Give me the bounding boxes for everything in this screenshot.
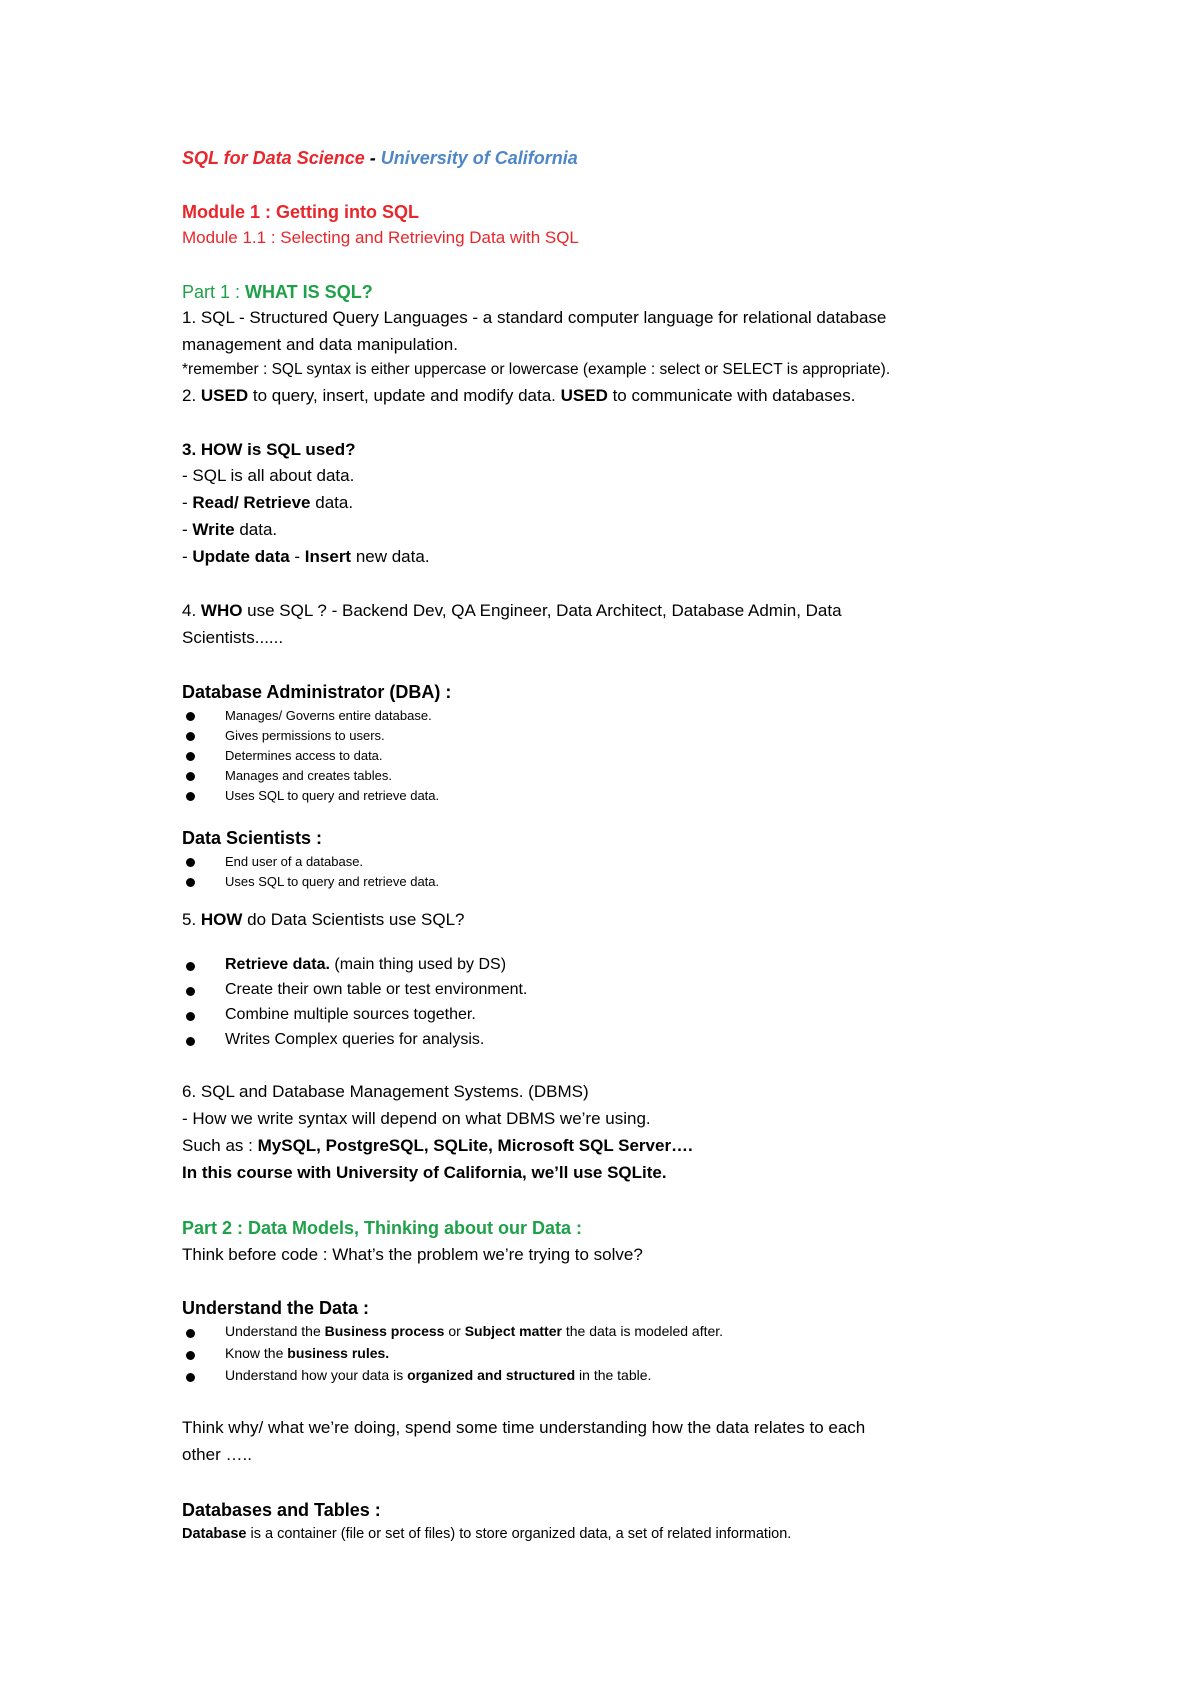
bold-term: Read/ Retrieve xyxy=(192,493,311,512)
bold-term: HOW xyxy=(200,910,243,929)
text: or xyxy=(444,1323,465,1339)
p4-number: 4. xyxy=(182,601,201,620)
paragraph-5-heading xyxy=(182,910,465,930)
paragraph-3-line-3 xyxy=(182,520,277,540)
paragraph-6-line-3 xyxy=(182,1136,693,1156)
bullet-icon xyxy=(186,1351,195,1360)
title-main: SQL for Data Science xyxy=(182,148,365,168)
p2-used-1: USED xyxy=(200,386,249,405)
list-item-text xyxy=(225,1345,389,1361)
bullet-icon xyxy=(186,712,195,721)
text: data. xyxy=(234,520,278,539)
bold-term: business rules. xyxy=(287,1345,390,1361)
list-item-text: Manages and creates tables. xyxy=(225,768,392,783)
databases-tables-text xyxy=(182,1526,791,1542)
list-item-text: Create their own table or test environment. xyxy=(225,981,528,998)
text: Understand the xyxy=(225,1323,325,1339)
list-item-text: Uses SQL to query and retrieve data. xyxy=(225,788,440,803)
bullet-icon xyxy=(186,1329,195,1338)
part2-subheading: Think before code : What’s the problem we’re trying to solve? xyxy=(182,1245,643,1264)
list-item-text: Combine multiple sources together. xyxy=(225,1006,476,1023)
bullet-icon xyxy=(186,1373,195,1382)
paragraph-2 xyxy=(182,386,855,406)
text: the data is modeled after. xyxy=(561,1323,724,1339)
part2-heading: Part 2 : Data Models, Thinking about our Data : xyxy=(182,1218,583,1238)
bullet-icon xyxy=(186,772,195,781)
remember-note: *remember : SQL syntax is either uppercase or lowercase (example : select or SELECT is appropriate). xyxy=(182,361,891,378)
text: data. xyxy=(310,493,354,512)
bold-term: MySQL, PostgreSQL, SQLite, Microsoft SQL Server…. xyxy=(257,1136,693,1155)
paragraph-1-line-1: 1. SQL - Structured Query Languages - a standard computer language for relational database xyxy=(182,308,887,327)
bullet-icon xyxy=(186,858,195,867)
bold-term: WHO xyxy=(200,601,243,620)
list-item-text: Determines access to data. xyxy=(225,748,383,763)
bullet-icon xyxy=(186,732,195,741)
text: Such as : xyxy=(182,1136,258,1155)
dash: - xyxy=(182,547,193,566)
p2-number: 2. xyxy=(182,386,201,405)
bold-term: Retrieve data. xyxy=(225,956,330,973)
bullet-icon xyxy=(186,752,195,761)
dash: - xyxy=(182,520,193,539)
think-line-2: other ….. xyxy=(182,1445,252,1464)
paragraph-6-line-1: 6. SQL and Database Management Systems. (DBMS) xyxy=(182,1082,589,1101)
think-line-1: Think why/ what we’re doing, spend some time understanding how the data relates to each xyxy=(182,1418,866,1437)
part1-prefix: Part 1 : xyxy=(182,282,246,302)
dba-heading: Database Administrator (DBA) : xyxy=(182,682,452,702)
bold-term: Business process xyxy=(324,1323,445,1339)
bold-term: organized and structured xyxy=(407,1367,576,1383)
list-item-text xyxy=(225,1367,651,1383)
p2-used-2: USED xyxy=(560,386,608,405)
bold-term: Insert xyxy=(304,547,352,566)
p2-text-2: to communicate with databases. xyxy=(607,386,856,405)
paragraph-3-line-4 xyxy=(182,547,430,567)
title-separator: - xyxy=(364,148,381,168)
data-scientists-heading: Data Scientists : xyxy=(182,828,323,848)
paragraph-3-line-1: - SQL is all about data. xyxy=(182,466,355,485)
list-item-text: End user of a database. xyxy=(225,854,364,869)
bullet-icon xyxy=(186,962,195,971)
p2-text-1: to query, insert, update and modify data. xyxy=(248,386,561,405)
text: Know the xyxy=(225,1345,288,1361)
list-item-text: Uses SQL to query and retrieve data. xyxy=(225,874,440,889)
text: new data. xyxy=(351,547,430,566)
list-item-text xyxy=(225,1323,723,1339)
paragraph-4-line-2: Scientists...... xyxy=(182,628,284,647)
title-organization: University of California xyxy=(380,148,578,168)
bullet-icon xyxy=(186,792,195,801)
databases-tables-heading: Databases and Tables : xyxy=(182,1500,381,1520)
text: Understand how your data is xyxy=(225,1367,408,1383)
bullet-icon xyxy=(186,1037,195,1046)
part1-heading xyxy=(182,282,373,303)
understand-heading: Understand the Data : xyxy=(182,1298,370,1318)
dash: - xyxy=(182,493,193,512)
list-item-text: Writes Complex queries for analysis. xyxy=(225,1031,485,1048)
module-heading: Module 1 : Getting into SQL xyxy=(182,202,419,222)
text: is a container (file or set of files) to store organized data, a set of related information. xyxy=(246,1526,792,1542)
list-item-text: Manages/ Governs entire database. xyxy=(225,708,432,723)
text: use SQL ? - Backend Dev, QA Engineer, Data Architect, Database Admin, Data xyxy=(242,601,842,620)
bullet-icon xyxy=(186,987,195,996)
text: - xyxy=(289,547,305,566)
p5-number: 5. xyxy=(182,910,201,929)
bullet-icon xyxy=(186,1012,195,1021)
paragraph-6-line-4: In this course with University of California, we’ll use SQLite. xyxy=(182,1163,667,1182)
paragraph-6-line-2: - How we write syntax will depend on what DBMS we’re using. xyxy=(182,1109,651,1128)
paragraph-4-line-1 xyxy=(182,601,842,621)
paragraph-1-line-2: management and data manipulation. xyxy=(182,335,458,354)
text: (main thing used by DS) xyxy=(329,956,507,973)
bold-term: Write xyxy=(192,520,235,539)
paragraph-3-heading: 3. HOW is SQL used? xyxy=(182,440,356,459)
part1-title: WHAT IS SQL? xyxy=(245,282,373,302)
list-item-text xyxy=(225,956,506,974)
bold-term: Database xyxy=(182,1526,247,1542)
bold-term: Update data xyxy=(192,547,290,566)
document-title xyxy=(182,148,578,169)
bold-term: Subject matter xyxy=(464,1323,562,1339)
text: in the table. xyxy=(575,1367,652,1383)
module-subheading: Module 1.1 : Selecting and Retrieving Data with SQL xyxy=(182,228,579,247)
list-item-text: Gives permissions to users. xyxy=(225,728,385,743)
paragraph-3-line-2 xyxy=(182,493,353,513)
text: do Data Scientists use SQL? xyxy=(242,910,465,929)
bullet-icon xyxy=(186,878,195,887)
